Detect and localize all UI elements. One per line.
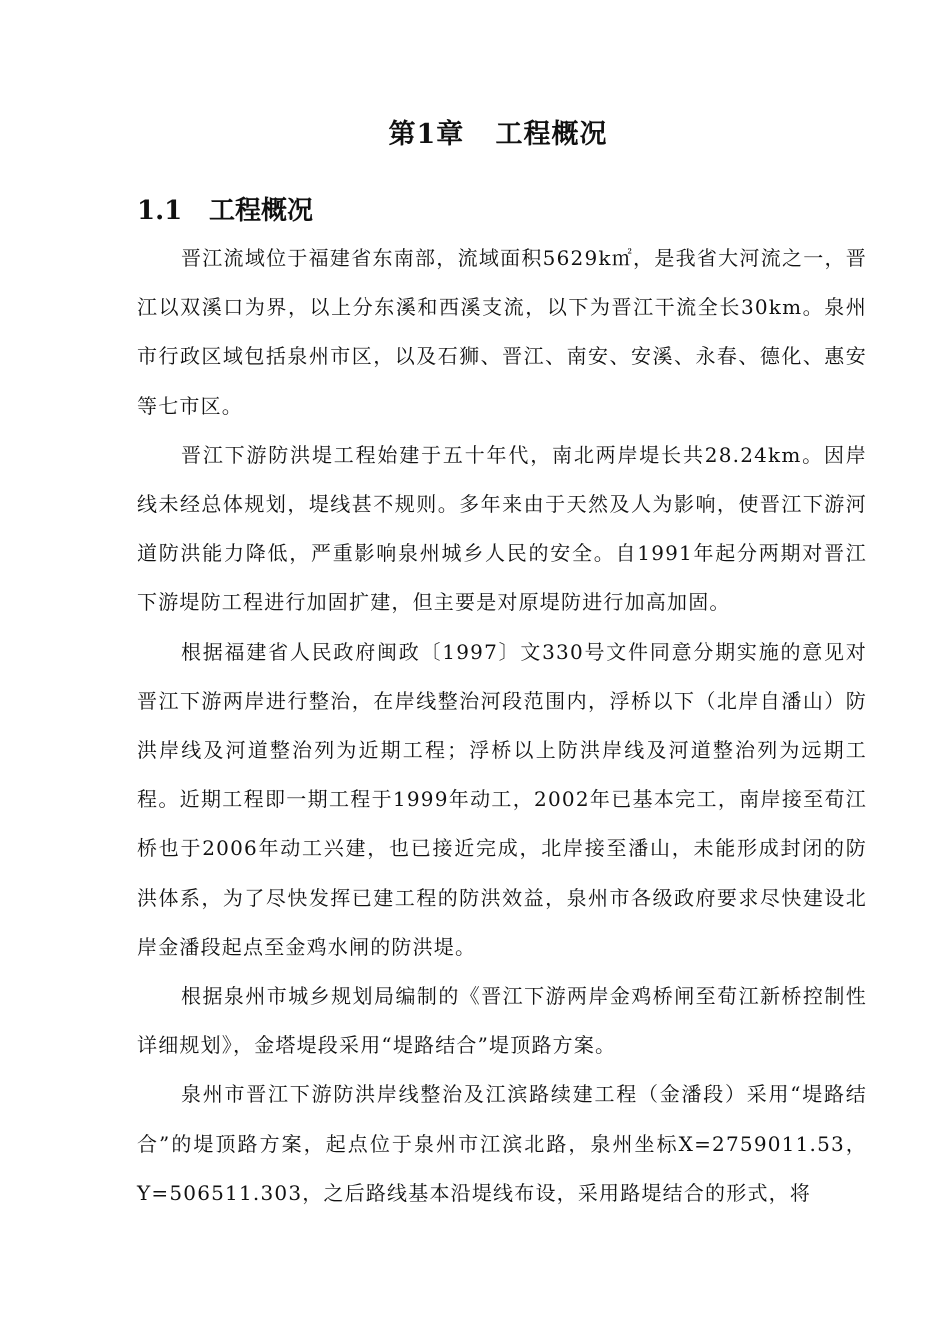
paragraph: 晋江流域位于福建省东南部，流域面积5629k㎡，是我省大河流之一，晋江以双溪口为界，以上分东溪和西溪支流，以下为晋江干流全长30km。泉州市行政区域包括泉州市区，以及石狮、晋江、南安、安溪、永春、德化、惠安等七市区。 (137, 246, 867, 418)
paragraph: 泉州市晋江下游防洪岸线整治及江滨路续建工程（金潘段）采用“堤路结合”的堤顶路方案，起点位于泉州市江滨北路，泉州坐标X=2759011.53，Y=506511.303，之后路线基本沿堤线布设，采用路堤结合的形式，将 (137, 1082, 867, 1205)
paragraph: 晋江下游防洪堤工程始建于五十年代，南北两岸堤长共28.24km。因岸线未经总体规划，堤线甚不规则。多年来由于天然及人为影响，使晋江下游河道防洪能力降低，严重影响泉州城乡人民的安全。自1991年起分两期对晋江下游堤防工程进行加固扩建，但主要是对原堤防进行加高加固。 (137, 442, 867, 615)
body-text (137, 234, 867, 1218)
section-heading (137, 190, 313, 227)
chapter-title: 第1章 工程概况 (388, 119, 608, 150)
section-number: 1.1 (137, 196, 183, 226)
paragraph: 根据泉州市城乡规划局编制的《晋江下游两岸金鸡桥闸至荀江新桥控制性详细规划》，金塔堤段采用“堤路结合”堤顶路方案。 (137, 984, 867, 1058)
paragraph: 根据福建省人民政府闽政〔1997〕文330号文件同意分期实施的意见对晋江下游两岸进行整治，在岸线整治河段范围内，浮桥以下（北岸自潘山）防洪岸线及河道整治列为近期工程；浮桥以上防洪岸线及河道整治列为远期工程。近期工程即一期工程于1999年动工，2002年已基本完工，南岸接至荀江桥也于2006年动工兴建，也已接近完成，北岸接至潘山，未能形成封闭的防洪体系，为了尽快发挥已建工程的防洪效益，泉州市各级政府要求尽快建设北岸金潘段起点至金鸡水闸的防洪堤。 (137, 639, 867, 959)
section-title: 工程概况 (209, 196, 314, 226)
